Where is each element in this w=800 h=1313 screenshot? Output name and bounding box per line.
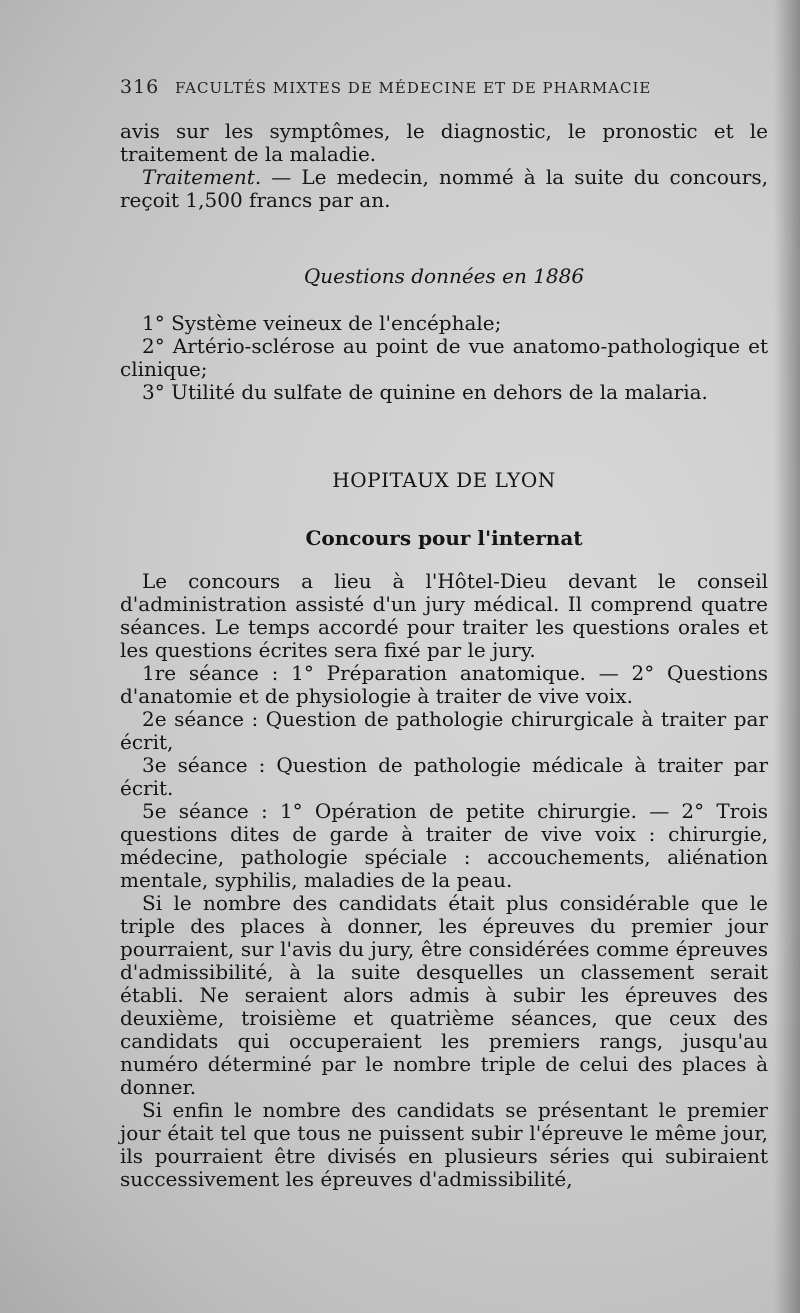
page-number: 316 [120, 76, 160, 98]
book-spine-shadow [774, 0, 800, 1313]
traitement-paragraph [120, 166, 768, 212]
body-paragraph-1: Le concours a lieu à l'Hôtel-Dieu devant le conseil d'administration assisté d'un jury médical. Il comprend quatre séances. Le temps accordé pour traiter les questions orales et les questions écrites sera fixé par le jury. [120, 569, 768, 662]
body-paragraph-2: 1re séance : 1° Préparation anatomique. — 2° Questions d'anatomie et de physiologie à traiter de vive voix. [120, 661, 768, 708]
body-paragraph-6: Si le nombre des candidats était plus considérable que le triple des places à donner, les épreuves du premier jour pourraient, sur l'avis du jury, être considérées comme épreuves d'admissibilité, à la suite desquelles un classement serait établi. Ne seraient alors admis à subir les épreuves des deuxième, troisième et quatrième séances, que ceux des candidats qui occuperaient les premiers rangs, jusqu'au numéro déterminé par le nombre triple de celui des places à donner. [120, 891, 768, 1099]
running-header [120, 70, 768, 104]
question-item-2: 2° Artério-sclérose au point de vue anatomo-pathologique et clinique; [120, 334, 768, 381]
traitement-label: Traitement. [142, 165, 262, 189]
traitement-text: — Le medecin, nommé à la suite du concours, reçoit 1,500 francs par an. [120, 165, 768, 212]
question-item-3: 3° Utilité du sulfate de quinine en dehors de la malaria. [142, 380, 708, 404]
questions-heading: Questions données en 1886 [303, 264, 585, 288]
section-subheading: Concours pour l'internat [305, 526, 583, 550]
book-page [120, 70, 768, 1191]
body-paragraph-3: 2e séance : Question de pathologie chirurgicale à traiter par écrit, [120, 707, 768, 754]
body-paragraph-4: 3e séance : Question de pathologie médicale à traiter par écrit. [120, 753, 768, 800]
intro-paragraph: avis sur les symptômes, le diagnostic, le pronostic et le traitement de la maladie. [120, 119, 768, 166]
body-paragraph-7: Si enfin le nombre des candidats se présentant le premier jour était tel que tous ne puissent subir l'épreuve le même jour, ils pourraient être divisés en plusieurs séries qui subiraient successivement les épreuves d'admissibilité, [120, 1098, 768, 1191]
question-item-1: 1° Système veineux de l'encéphale; [142, 311, 502, 335]
section-heading: HOPITAUX DE LYON [332, 468, 556, 492]
running-title: FACULTÉS MIXTES DE MÉDECINE ET DE PHARMACIE [175, 79, 652, 97]
body-paragraph-5: 5e séance : 1° Opération de petite chirurgie. — 2° Trois questions dites de garde à traiter de vive voix : chirurgie, médecine, pathologie spéciale : accouchements, aliénation mentale, syphilis, maladies de la peau. [120, 799, 768, 892]
